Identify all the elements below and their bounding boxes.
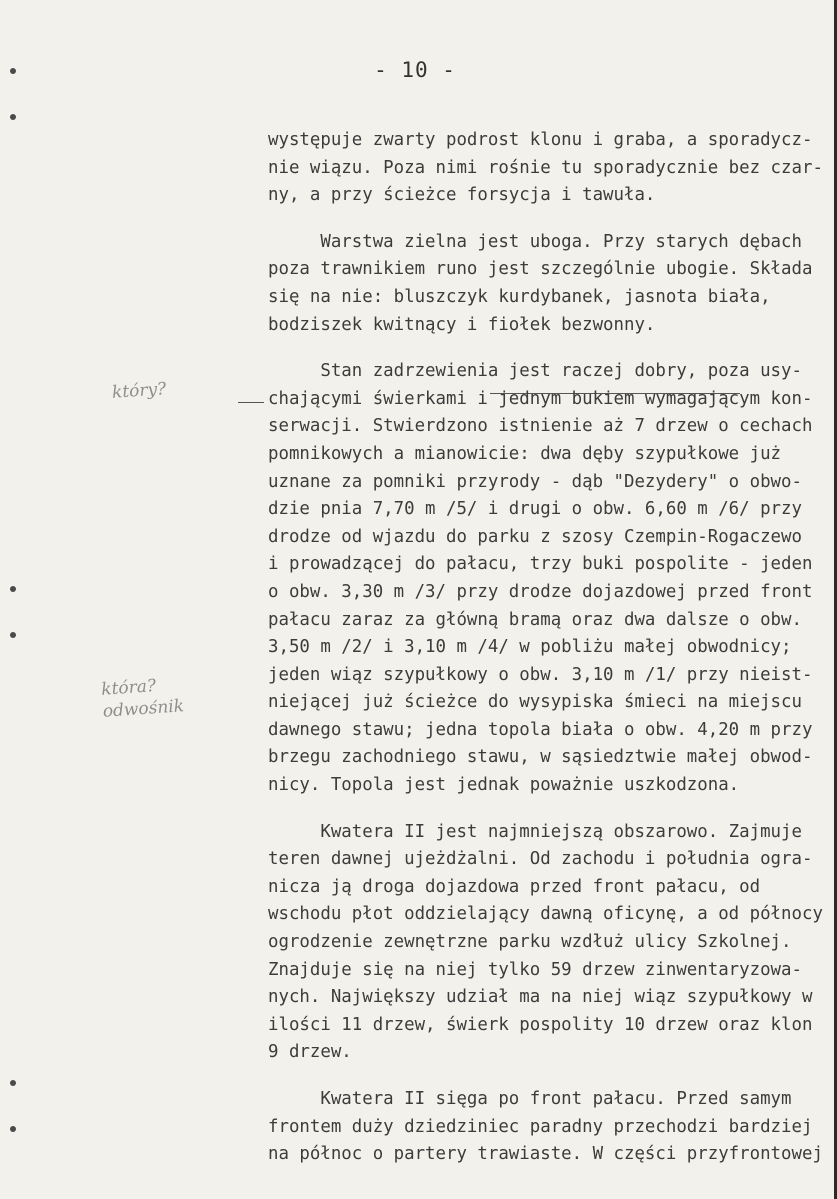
- text-line: Kwatera II sięga po front pałacu. Przed samym: [268, 1089, 792, 1109]
- text-line: na północ o partery trawiaste. W części przyfrontowej: [268, 1144, 823, 1165]
- text-line: nych. Największy udział ma na niej wiąz szypułkowy w: [268, 987, 813, 1008]
- text-line: uznane za pomniki przyrody - dąb "Dezydery" o obwo-: [268, 471, 802, 492]
- text-line: chającymi świerkami i jednym bukiem wymagającym kon-: [268, 388, 813, 409]
- punch-hole-mark: [10, 632, 16, 638]
- punch-hole-mark: [10, 1080, 16, 1086]
- punch-hole-mark: [10, 114, 16, 120]
- text-line: niejącej już ścieżce do wysypiska śmieci na miejscu: [268, 692, 802, 713]
- text-line: Warstwa zielna jest uboga. Przy starych dębach: [268, 231, 802, 252]
- paragraph: [268, 127, 823, 210]
- text-line: brzegu zachodniego stawu, w sąsiedztwie małej obwod-: [268, 747, 813, 768]
- text-line: frontem duży dziedziniec paradny przechodzi bardziej: [268, 1116, 813, 1137]
- page-number: - 10 -: [374, 58, 456, 82]
- text-line: dawnego stawu; jedna topola biała o obw. 4,20 m przy: [268, 719, 813, 740]
- text-line: nicza ją droga dojazdowa przed front pałacu, od: [268, 876, 761, 897]
- text-line: ilości 11 drzew, świerk pospolity 10 drzew oraz klon: [268, 1014, 813, 1035]
- paragraph: [268, 358, 813, 800]
- pencil-underline: [238, 402, 264, 403]
- text-line: nie wiązu. Poza nimi rośnie tu sporadycznie bez czar-: [268, 157, 823, 178]
- paragraph: [268, 1086, 823, 1169]
- text-line: Kwatera II jest najmniejszą obszarowo. Zajmuje: [268, 821, 802, 842]
- punch-hole-mark: [10, 68, 16, 74]
- handwritten-margin-note: która? odwośnik: [100, 676, 185, 722]
- text-line: nicy. Topola jest jednak poważnie uszkodzona.: [268, 775, 740, 796]
- text-line: i prowadzącej do pałacu, trzy buki pospolite - jeden: [268, 554, 813, 575]
- text-line: 3,50 m /2/ i 3,10 m /4/ w pobliżu małej obwodnicy;: [268, 637, 792, 658]
- punch-hole-mark: [10, 586, 16, 592]
- text-line: bodziszek kwitnący i fiołek bezwonny.: [268, 314, 656, 335]
- text-line: poza trawnikiem runo jest szczególnie ubogie. Składa: [268, 259, 813, 280]
- text-line: występuje zwarty podrost klonu i graba, a sporadycz-: [268, 130, 813, 150]
- text-line: pałacu zaraz za główną bramą oraz dwa dalsze o obw.: [268, 609, 802, 630]
- text-line: Stan zadrzewienia jest raczej dobry, poza usy-: [268, 361, 802, 382]
- text-line: pomnikowych a mianowicie: dwa dęby szypułkowe już: [268, 443, 782, 464]
- handwritten-margin-note: który?: [111, 379, 167, 403]
- text-line: drodze od wjazdu do parku z szosy Czempin-Rogaczewo: [268, 526, 802, 547]
- text-line: 9 drzew.: [268, 1042, 352, 1063]
- text-line: Znajduje się na niej tylko 59 drzew zinwentaryzowa-: [268, 959, 802, 980]
- text-line: jeden wiąz szypułkowy o obw. 3,10 m /1/ przy nieist-: [268, 664, 813, 685]
- text-line: wschodu płot oddzielający dawną oficynę, a od północy: [268, 904, 823, 925]
- paragraph: [268, 229, 813, 339]
- paragraph: [268, 819, 823, 1067]
- punch-hole-mark: [10, 1126, 16, 1132]
- text-line: serwacji. Stwierdzono istnienie aż 7 drzew o cechach: [268, 416, 813, 437]
- text-line: o obw. 3,30 m /3/ przy drodze dojazdowej przed front: [268, 581, 813, 602]
- text-line: ogrodzenie zewnętrzne parku wzdłuż ulicy Szkolnej.: [268, 932, 792, 953]
- document-body: [268, 127, 823, 1169]
- text-line: ny, a przy ścieżce forsycja i tawuła.: [268, 185, 656, 206]
- text-line: się na nie: bluszczyk kurdybanek, jasnota biała,: [268, 286, 771, 307]
- text-line: dzie pnia 7,70 m /5/ i drugi o obw. 6,60 m /6/ przy: [268, 499, 802, 520]
- text-line: teren dawnej ujeżdżalni. Od zachodu i południa ogra-: [268, 849, 813, 870]
